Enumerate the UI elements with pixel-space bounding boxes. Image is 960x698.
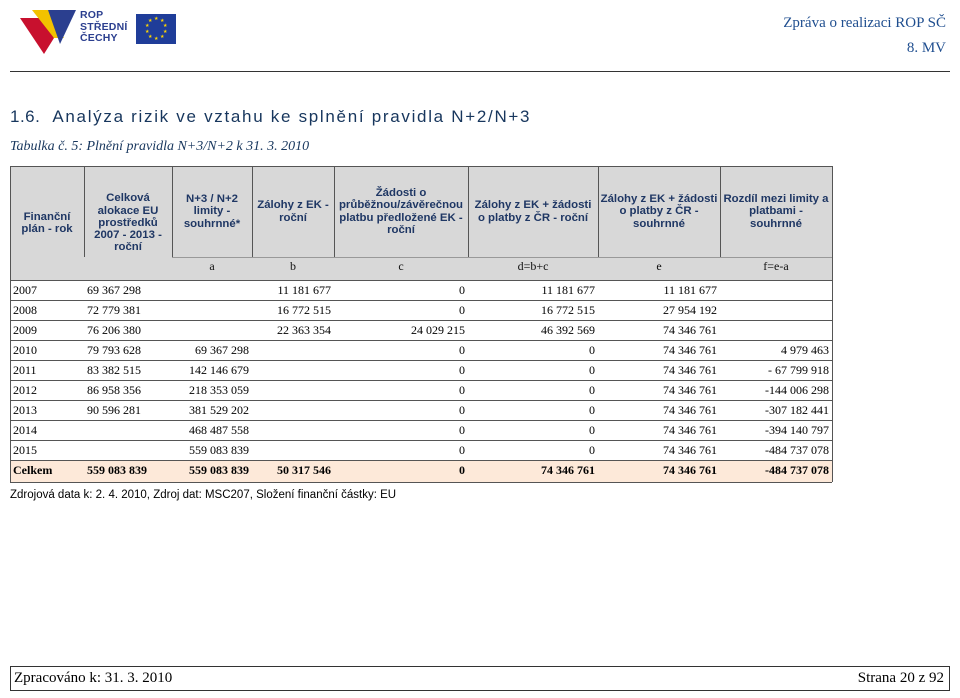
table-cell: 0 — [459, 444, 465, 457]
total-cell: 74 346 761 — [541, 464, 595, 477]
table-row-border — [10, 300, 832, 301]
table-cell — [720, 324, 832, 338]
table-cell: 74 346 761 — [663, 384, 717, 397]
table-row-border — [10, 280, 832, 281]
table-cell: 74 346 761 — [663, 404, 717, 417]
svg-text:★: ★ — [160, 34, 165, 40]
document-title: Zpráva o realizaci ROP SČ — [783, 15, 946, 31]
table-cell — [720, 284, 832, 298]
svg-text:★: ★ — [154, 36, 159, 42]
table-col-border — [10, 166, 11, 482]
table-cell: 0 — [459, 284, 465, 297]
table-col-border — [334, 166, 335, 257]
table-cell: 2010 — [13, 344, 37, 357]
column-header: Rozdíl mezi limity a platbami - souhrnné — [723, 193, 829, 230]
column-header: Celková alokace EU prostředků 2007 - 2013 - roční — [94, 192, 162, 254]
column-formula: c — [398, 260, 404, 273]
table-cell: 0 — [459, 304, 465, 317]
table-col-border — [252, 166, 253, 257]
table-cell: 0 — [589, 364, 595, 377]
svg-text:★: ★ — [163, 29, 168, 35]
table-cell — [252, 424, 334, 438]
column-header: Zálohy z EK + žádosti o platby z ČR - roční — [474, 199, 592, 224]
table-cell: 27 954 192 — [663, 304, 717, 317]
table-cell: -307 182 441 — [765, 404, 829, 417]
total-cell: 559 083 839 — [87, 464, 147, 477]
table-cell — [252, 344, 334, 358]
table-cell: 2013 — [13, 404, 37, 417]
table-cell: 16 772 515 — [541, 304, 595, 317]
column-formula: b — [290, 260, 296, 273]
table-cell: 90 596 281 — [87, 404, 141, 417]
table-cell: 16 772 515 — [277, 304, 331, 317]
table-row-border — [10, 420, 832, 421]
table-header-border — [172, 257, 832, 258]
table-cell — [252, 404, 334, 418]
table-col-border — [84, 166, 85, 257]
table-cell: -144 006 298 — [765, 384, 829, 397]
table-cell: 2011 — [13, 364, 37, 377]
table-cell: 74 346 761 — [663, 324, 717, 337]
table-cell: 74 346 761 — [663, 344, 717, 357]
table-cell — [252, 444, 334, 458]
table-cell: 0 — [459, 404, 465, 417]
table-row-border — [10, 400, 832, 401]
table-col-border — [720, 166, 721, 257]
table-cell: 74 346 761 — [663, 364, 717, 377]
table-cell: 11 181 677 — [663, 284, 717, 297]
table-cell — [84, 444, 172, 458]
page-number: Strana 20 z 92 — [857, 670, 944, 686]
processed-date: Zpracováno k: 31. 3. 2010 — [14, 670, 173, 686]
table-cell: 69 367 298 — [195, 344, 249, 357]
table-cell: - 67 799 918 — [768, 364, 829, 377]
table-cell: 0 — [459, 344, 465, 357]
table-cell: 0 — [459, 384, 465, 397]
table-cell: 2014 — [13, 424, 37, 437]
table-cell: 0 — [589, 404, 595, 417]
svg-text:★: ★ — [145, 29, 150, 35]
column-header: Zálohy z EK - roční — [257, 199, 329, 224]
table-cell: 86 958 356 — [87, 384, 141, 397]
table-cell — [252, 364, 334, 378]
table-cell — [172, 284, 252, 298]
document-subtitle: 8. MV — [906, 40, 946, 56]
table-cell: 74 346 761 — [663, 424, 717, 437]
table-cell: 0 — [589, 344, 595, 357]
section-number: 1.6. — [10, 107, 41, 126]
table-cell — [252, 384, 334, 398]
table-row-border — [10, 360, 832, 361]
table-caption: Tabulka č. 5: Plnění pravidla N+3/N+2 k 31. 3. 2010 — [10, 139, 310, 154]
table-cell: 46 392 569 — [541, 324, 595, 337]
table-cell: 0 — [459, 424, 465, 437]
table-col-border — [172, 166, 173, 257]
table-cell: -484 737 078 — [765, 444, 829, 457]
source-note: Zdrojová data k: 2. 4. 2010, Zdroj dat: MSC207, Složení finanční částky: EU — [10, 489, 397, 501]
section-title: Analýza rizik ve vztahu ke splnění pravidla N+2/N+3 — [52, 107, 532, 126]
table-cell — [720, 304, 832, 318]
table-row-border — [10, 440, 832, 441]
table-cell: 2008 — [13, 304, 37, 317]
column-formula: d=b+c — [517, 260, 549, 273]
table-cell: 11 181 677 — [277, 284, 331, 297]
table-cell: -394 140 797 — [765, 424, 829, 437]
total-cell: 74 346 761 — [663, 464, 717, 477]
table-cell: 69 367 298 — [87, 284, 141, 297]
table-cell: 381 529 202 — [189, 404, 249, 417]
total-cell: 0 — [459, 464, 465, 477]
table-col-border — [468, 166, 469, 257]
column-header: Zálohy z EK + žádosti o platby z ČR - souhrnné — [600, 193, 718, 230]
table-cell: 76 206 380 — [87, 324, 141, 337]
table-row-border — [10, 320, 832, 321]
total-cell: 50 317 546 — [277, 464, 331, 477]
table-cell: 142 146 679 — [189, 364, 249, 377]
table-row-border — [10, 380, 832, 381]
svg-text:★: ★ — [160, 18, 165, 24]
table-cell: 83 382 515 — [87, 364, 141, 377]
table-cell: 0 — [589, 424, 595, 437]
column-formula: f=e-a — [763, 260, 789, 273]
table-row-border — [10, 340, 832, 341]
svg-text:★: ★ — [148, 34, 153, 40]
table-cell: 218 353 059 — [189, 384, 249, 397]
table-col-border — [832, 166, 833, 482]
svg-text:★: ★ — [163, 23, 168, 29]
table-cell — [172, 324, 252, 338]
table-row-border — [10, 482, 832, 483]
total-cell: -484 737 078 — [765, 464, 829, 477]
column-header: N+3 / N+2 limity - souhrnné* — [183, 193, 241, 230]
table-row-border — [10, 460, 832, 461]
table-cell: 74 346 761 — [663, 444, 717, 457]
column-formula: e — [656, 260, 662, 273]
table-row-border — [10, 166, 832, 167]
total-cell: Celkem — [13, 464, 53, 477]
table-cell: 0 — [589, 444, 595, 457]
svg-text:★: ★ — [154, 16, 159, 22]
table-cell: 24 029 215 — [411, 324, 465, 337]
table-cell: 2012 — [13, 384, 37, 397]
table-cell: 11 181 677 — [541, 284, 595, 297]
table-cell: 0 — [459, 364, 465, 377]
table-cell: 22 363 354 — [277, 324, 331, 337]
column-header: Žádosti o průběžnou/závěrečnou platbu předložené EK - roční — [338, 187, 464, 236]
table-col-border — [598, 166, 599, 257]
svg-text:★: ★ — [148, 18, 153, 24]
svg-text:★: ★ — [145, 23, 150, 29]
table-cell: 72 779 381 — [87, 304, 141, 317]
table-cell: 4 979 463 — [781, 344, 829, 357]
table-cell: 2007 — [13, 284, 37, 297]
table-cell — [84, 424, 172, 438]
logo-text: ROP STŘEDNÍ ČECHY — [80, 9, 128, 44]
total-cell: 559 083 839 — [189, 464, 249, 477]
table-cell: 559 083 839 — [189, 444, 249, 457]
table-cell: 2009 — [13, 324, 37, 337]
table-cell: 79 793 628 — [87, 344, 141, 357]
table-cell — [172, 304, 252, 318]
column-formula: a — [209, 260, 215, 273]
column-header: Finanční plán - rok — [21, 210, 73, 235]
table-cell: 2015 — [13, 444, 37, 457]
page-footer — [10, 666, 950, 691]
table-cell: 468 487 558 — [189, 424, 249, 437]
table-cell: 0 — [589, 384, 595, 397]
